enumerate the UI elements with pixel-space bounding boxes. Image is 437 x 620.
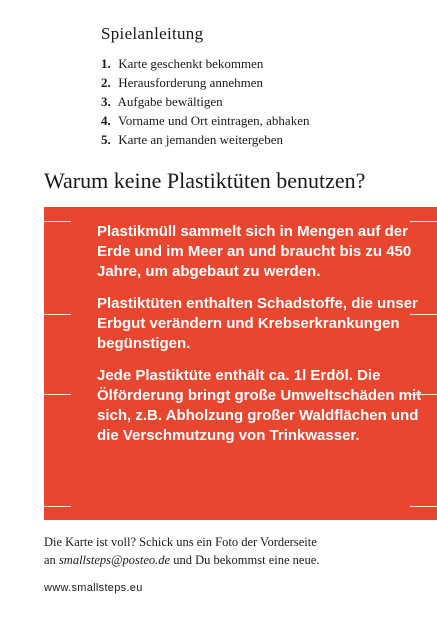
step-number: 4. [101, 113, 111, 128]
fact-paragraph: Jede Plastiktüte enthält ca. 1l Erdöl. Die Ölförderung bringt große Umweltschäden mit sich, z.B. Abholzung großer Waldflächen und die Verschmutzung von Trinkwasser. [97, 367, 422, 444]
website-link[interactable]: www.smallsteps.eu [44, 582, 143, 594]
rules-list [101, 54, 309, 149]
facts-panel [44, 207, 437, 520]
write-line-left [44, 394, 71, 395]
step-text: Karte an jemanden weitergeben [118, 132, 283, 147]
step-number: 5. [101, 132, 111, 147]
footer-prefix: an [44, 553, 56, 567]
facts-text [97, 222, 427, 458]
write-line-left [44, 221, 71, 222]
rules-step [101, 92, 309, 111]
write-line-left [44, 314, 71, 315]
step-text: Vorname und Ort eintragen, abhaken [118, 113, 310, 128]
rules-step [101, 73, 309, 92]
rules-title: Spielanleitung [101, 24, 204, 43]
section-heading: Warum keine Plastiktüten benutzen? [44, 168, 366, 193]
step-text: Herausforderung annehmen [118, 75, 263, 90]
fact-paragraph: Plastikmüll sammelt sich in Mengen auf der Erde und im Meer an und braucht bis zu 450 Jahre, um abgebaut zu werden. [97, 223, 412, 280]
rules-step [101, 130, 309, 149]
step-text: Aufgabe bewältigen [117, 94, 223, 109]
footer-suffix: und Du bekommst eine neue. [173, 553, 320, 567]
rules-step [101, 111, 309, 130]
write-line-right [410, 506, 437, 507]
write-line-left [44, 506, 71, 507]
footer-line-2 [44, 551, 319, 569]
step-number: 3. [101, 94, 111, 109]
footer-line-1: Die Karte ist voll? Schick uns ein Foto der Vorderseite [44, 535, 317, 549]
step-text: Karte geschenkt bekommen [118, 56, 264, 71]
step-number: 1. [101, 56, 111, 71]
fact-paragraph: Plastiktüten enthalten Schadstoffe, die unser Erbgut verändern und Krebserkrankungen begünstigen. [97, 295, 418, 352]
step-number: 2. [101, 75, 111, 90]
rules-step [101, 54, 309, 73]
email-link[interactable]: smallsteps@posteo.de [58, 553, 171, 567]
footer-note [44, 533, 319, 569]
